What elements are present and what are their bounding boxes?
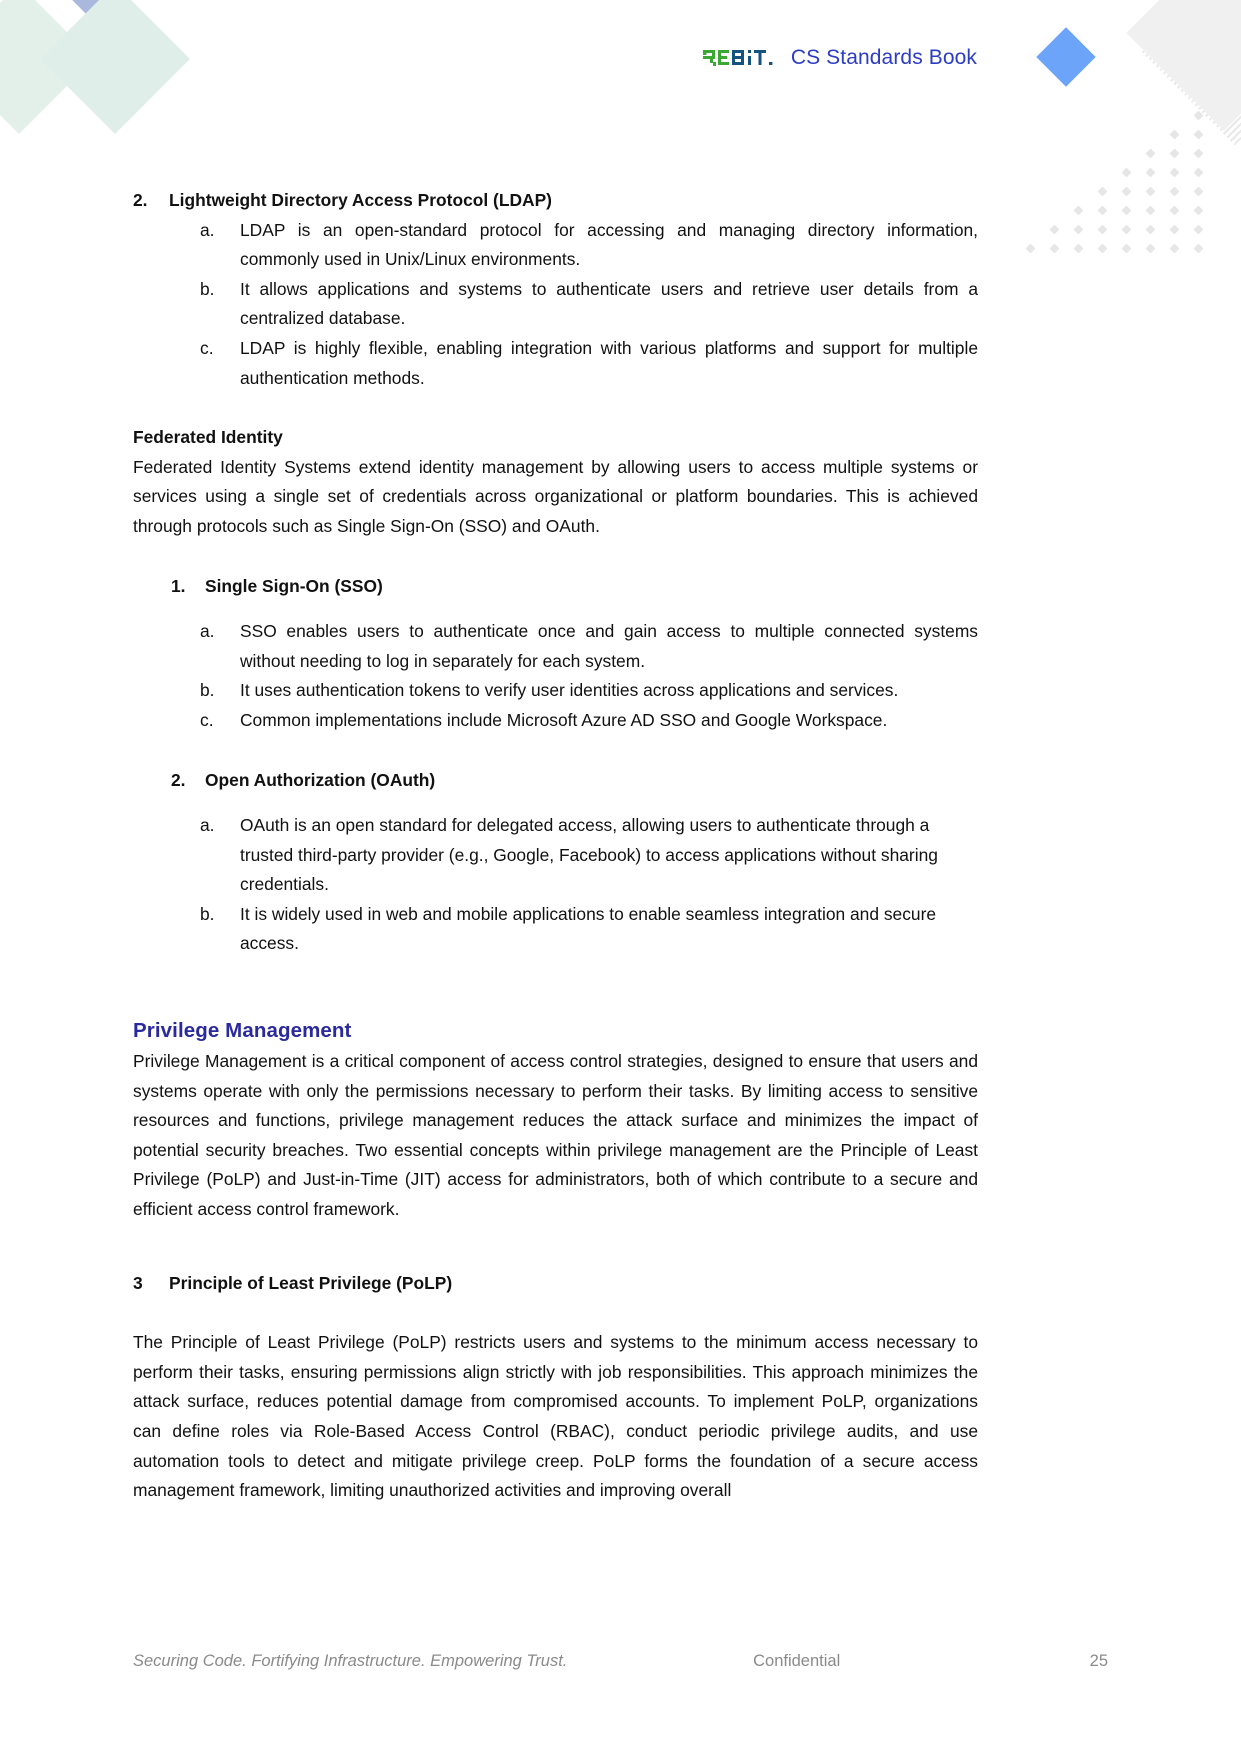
list-item-title: Single Sign-On (SSO) <box>205 575 383 596</box>
decorative-dot <box>1146 206 1156 216</box>
spacer <box>133 542 978 572</box>
list-marker: 2. <box>133 190 148 210</box>
decorative-dot <box>1170 168 1180 178</box>
list-item-sso <box>133 572 978 602</box>
spacer <box>133 601 978 617</box>
paragraph-federated-identity: Federated Identity Systems extend identity management by allowing users to access multiple systems or services using a single set of credentials across organizational or platform boundaries. This is achieved through protocols such as Single Sign-On (SSO) and OAuth. <box>133 456 978 536</box>
decorative-dot <box>1122 244 1132 254</box>
top-right-diamond-decoration <box>941 0 1241 170</box>
decorative-dot <box>1170 206 1180 216</box>
decorative-dot <box>1146 244 1156 254</box>
spacer <box>133 393 978 423</box>
decorative-dot <box>1122 187 1132 197</box>
list-item <box>133 216 978 275</box>
list-marker: 1. <box>171 575 186 596</box>
list-marker: a. <box>200 815 215 836</box>
heading-polp-title: Principle of Least Privilege (PoLP) <box>169 1272 453 1293</box>
list-item <box>133 617 978 676</box>
decorative-dot <box>1194 130 1204 140</box>
list-item-text: It allows applications and systems to authenticate users and retrieve user details from a centralized database. <box>240 278 978 329</box>
list-item-text: SSO enables users to authenticate once and gain access to multiple connected systems without needing to log in separately for each system. <box>240 621 978 671</box>
gray-diamond-icon-outer <box>1184 0 1241 187</box>
list-item <box>133 676 978 706</box>
list-item <box>133 334 978 393</box>
dot-grid-decoration <box>1011 108 1241 268</box>
list-marker: a. <box>200 621 215 642</box>
list-item-oauth <box>133 766 978 796</box>
decorative-dot <box>1146 168 1156 178</box>
page-footer <box>133 1652 1108 1671</box>
decorative-dot <box>1098 206 1108 216</box>
list-item-text: It is widely used in web and mobile applications to enable seamless integration and secure access. <box>240 903 937 954</box>
decorative-dot <box>1050 244 1060 254</box>
list-marker: b. <box>200 680 215 701</box>
decorative-dot <box>1026 244 1036 254</box>
list-item-text: Common implementations include Microsoft Azure AD SSO and Google Workspace. <box>240 709 888 730</box>
header-title: CS Standards Book <box>790 46 977 69</box>
list-item <box>133 811 978 900</box>
decorative-dot <box>1170 149 1180 159</box>
footer-confidential-label: Confidential <box>753 1652 841 1670</box>
decorative-dot <box>1074 206 1084 216</box>
list-marker: c. <box>200 337 214 358</box>
decorative-dot <box>1194 149 1204 159</box>
heading-polp <box>133 1269 978 1299</box>
decorative-dot <box>1122 225 1132 235</box>
decorative-dot <box>1170 187 1180 197</box>
list-marker: 2. <box>171 769 186 790</box>
decorative-dot <box>1194 111 1204 121</box>
spacer <box>133 795 978 811</box>
decorative-dot <box>1146 187 1156 197</box>
decorative-dot <box>1194 187 1204 197</box>
list-item-title: Lightweight Directory Access Protocol (LDAP) <box>169 190 552 210</box>
paragraph-privilege-management: Privilege Management is a critical component of access control strategies, designed to ensure that users and systems operate with only the permissions necessary to perform their tasks. By limiting access to sensitive resources and functions, privilege management reduces the attack surface and minimizes the impact of potential security breaches. Two essential concepts within privilege management are the Principle of Least Privilege (PoLP) and Just-in-Time (JIT) access for administrators, both of which contribute to a secure and efficient access control framework. <box>133 1051 978 1220</box>
decorative-dot <box>1122 168 1132 178</box>
decorative-dot <box>1122 206 1132 216</box>
decorative-dot <box>1146 149 1156 159</box>
decorative-dot <box>1074 225 1084 235</box>
periwinkle-diamond-icon <box>45 0 133 17</box>
decorative-dot <box>1194 168 1204 178</box>
heading-privilege-management: Privilege Management <box>133 1019 352 1043</box>
spacer <box>133 1298 978 1328</box>
list-item-text: OAuth is an open standard for delegated access, allowing users to authenticate through a trusted third-party provider (e.g., Google, Facebook) to access applications without sharing credentials. <box>240 815 938 895</box>
decorative-dot <box>1098 187 1108 197</box>
decorative-dot <box>1146 225 1156 235</box>
list-item-text: LDAP is highly flexible, enabling integration with various platforms and support for multiple authentication methods. <box>240 337 978 388</box>
list-item <box>133 706 978 736</box>
decorative-dot <box>1074 244 1084 254</box>
spacer <box>133 736 978 766</box>
heading-federated-identity: Federated Identity <box>133 427 283 448</box>
list-marker: c. <box>200 709 214 730</box>
decorative-dot <box>1194 244 1204 254</box>
rebit-logo-icon <box>703 45 777 71</box>
footer-tagline: Securing Code. Fortifying Infrastructure. Empowering Trust. <box>133 1652 568 1670</box>
list-item-ldap <box>133 186 978 216</box>
list-item-text: It uses authentication tokens to verify user identities across applications and services. <box>240 680 899 701</box>
decorative-dot <box>1170 130 1180 140</box>
list-item <box>133 900 978 959</box>
list-item-text: LDAP is an open-standard protocol for accessing and managing directory information, commonly used in Unix/Linux environments. <box>240 219 978 270</box>
decorative-dot <box>1050 225 1060 235</box>
paragraph-polp: The Principle of Least Privilege (PoLP) restricts users and systems to the minimum access necessary to perform their tasks, ensuring permissions align strictly with job responsibilities. This approach minimizes the attack surface, reduces potential damage from compromised accounts. To implement PoLP, organizations can define roles via Role-Based Access Control (RBAC), conduct periodic privilege audits, and use automation tools to detect and mitigate privilege creep. PoLP forms the foundation of a secure access management framework, limiting unauthorized activities and improving overall <box>133 1332 978 1501</box>
list-item-title: Open Authorization (OAuth) <box>205 769 436 790</box>
decorative-dot <box>1194 225 1204 235</box>
page-number: 25 <box>1089 1652 1108 1670</box>
document-body <box>133 186 978 1506</box>
list-marker: a. <box>200 219 215 240</box>
decorative-dot <box>1170 225 1180 235</box>
decorative-dot <box>1098 244 1108 254</box>
list-marker: 3 <box>133 1272 143 1293</box>
decorative-dot <box>1098 225 1108 235</box>
list-item <box>133 275 978 334</box>
page-header <box>0 38 1241 78</box>
list-marker: b. <box>200 278 215 299</box>
spacer <box>133 1225 978 1269</box>
list-marker: b. <box>200 903 215 924</box>
decorative-dot <box>1194 206 1204 216</box>
spacer <box>133 959 978 1015</box>
decorative-dot <box>1170 244 1180 254</box>
